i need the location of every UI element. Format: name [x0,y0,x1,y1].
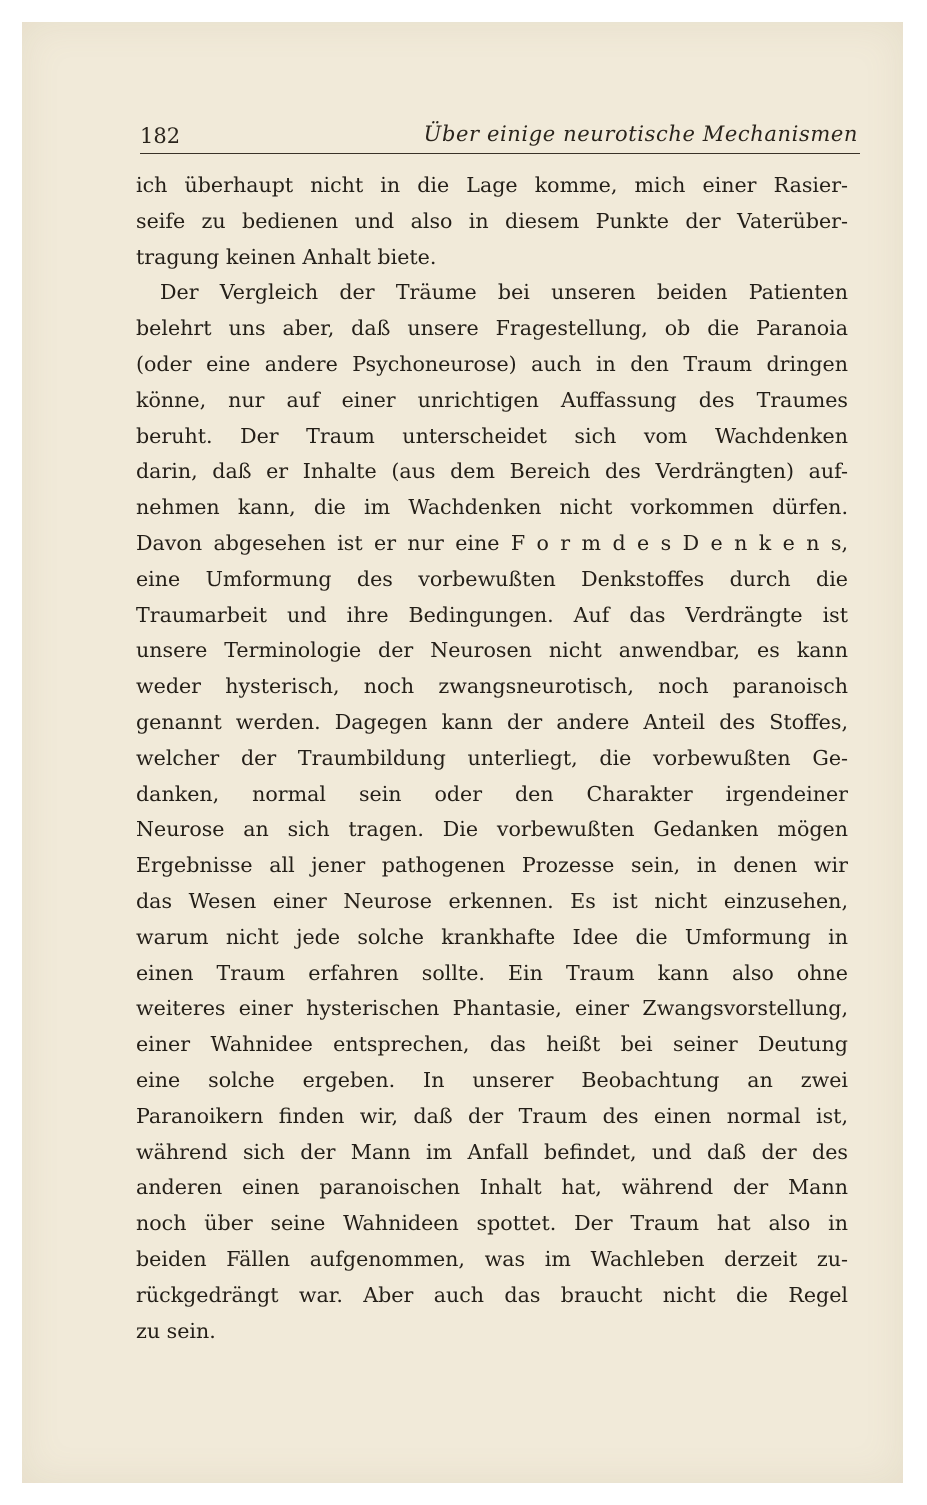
text-line: Davon abgesehen ist er nur eine F o r m d e s D e n k e n s, [136,530,848,555]
text-line: Traumarbeit und ihre Bedingungen. Auf das Verdrängte ist [136,602,848,627]
text-line: weiteres einer hysterischen Phantasie, einer Zwangsvorstellung, [136,996,848,1021]
text-line: danken, normal sein oder den Charakter irgendeiner [136,781,848,806]
text-line: das Wesen einer Neurose erkennen. Es ist nicht einzusehen, [136,888,848,913]
text-line: unsere Terminologie der Neurosen nicht anwendbar, es kann [136,638,848,663]
text-line: einen Traum erfahren sollte. Ein Traum kann also ohne [136,960,848,985]
text-line: darin, daß er Inhalte (aus dem Bereich des Verdrängten) auf- [136,459,848,484]
text-line: nehmen kann, die im Wachdenken nicht vorkommen dürfen. [136,495,848,520]
text-line: tragung keinen Anhalt biete. [136,244,437,269]
text-line: beiden Fällen aufgenommen, was im Wachleben derzeit zu- [136,1246,848,1271]
page-header [140,118,858,154]
text-line: weder hysterisch, noch zwangsneurotisch, noch paranoisch [136,674,848,699]
running-title: Über einige neurotische Mechanismen [423,122,858,146]
text-line: anderen einen paranoischen Inhalt hat, während der Mann [136,1175,848,1200]
text-line: zu sein. [136,1318,216,1343]
text-line: seife zu bedienen und also in diesem Punkte der Vaterüber- [136,208,848,233]
text-line: genannt werden. Dagegen kann der andere Anteil des Stoffes, [136,709,848,734]
header-rule [140,153,860,154]
text-line: Ergebnisse all jener pathogenen Prozesse sein, in denen wir [136,853,848,878]
text-line: warum nicht jede solche krankhafte Idee die Umformung in [136,924,848,949]
text-line: welcher der Traumbildung unterliegt, die vorbewußten Ge- [136,745,848,770]
paragraph-first-line: Der Vergleich der Träume bei unseren beiden Patienten [160,280,848,305]
page-number: 182 [140,124,181,148]
text-line: noch über seine Wahnideen spottet. Der Traum hat also in [136,1211,848,1236]
text-line: (oder eine andere Psychoneurose) auch in den Traum dringen [136,351,848,376]
text-line: einer Wahnidee entsprechen, das heißt bei seiner Deutung [136,1032,848,1057]
text-line: belehrt uns aber, daß unsere Fragestellung, ob die Paranoia [136,316,848,341]
text-line: eine Umformung des vorbewußten Denkstoffes durch die [136,566,848,591]
text-line: rückgedrängt war. Aber auch das braucht nicht die Regel [136,1282,848,1307]
text-line: ich überhaupt nicht in die Lage komme, mich einer Rasier- [136,173,848,197]
text-line: könne, nur auf einer unrichtigen Auffassung des Traumes [136,387,848,412]
text-line: Neurose an sich tragen. Die vorbewußten Gedanken mögen [136,817,848,842]
body-text [136,168,848,1349]
text-line: während sich der Mann im Anfall befindet, und daß der des [136,1139,848,1164]
text-line: Paranoikern finden wir, daß der Traum des einen normal ist, [136,1103,848,1128]
text-line: eine solche ergeben. In unserer Beobachtung an zwei [136,1067,848,1092]
text-line: beruht. Der Traum unterscheidet sich vom Wachdenken [136,423,848,448]
